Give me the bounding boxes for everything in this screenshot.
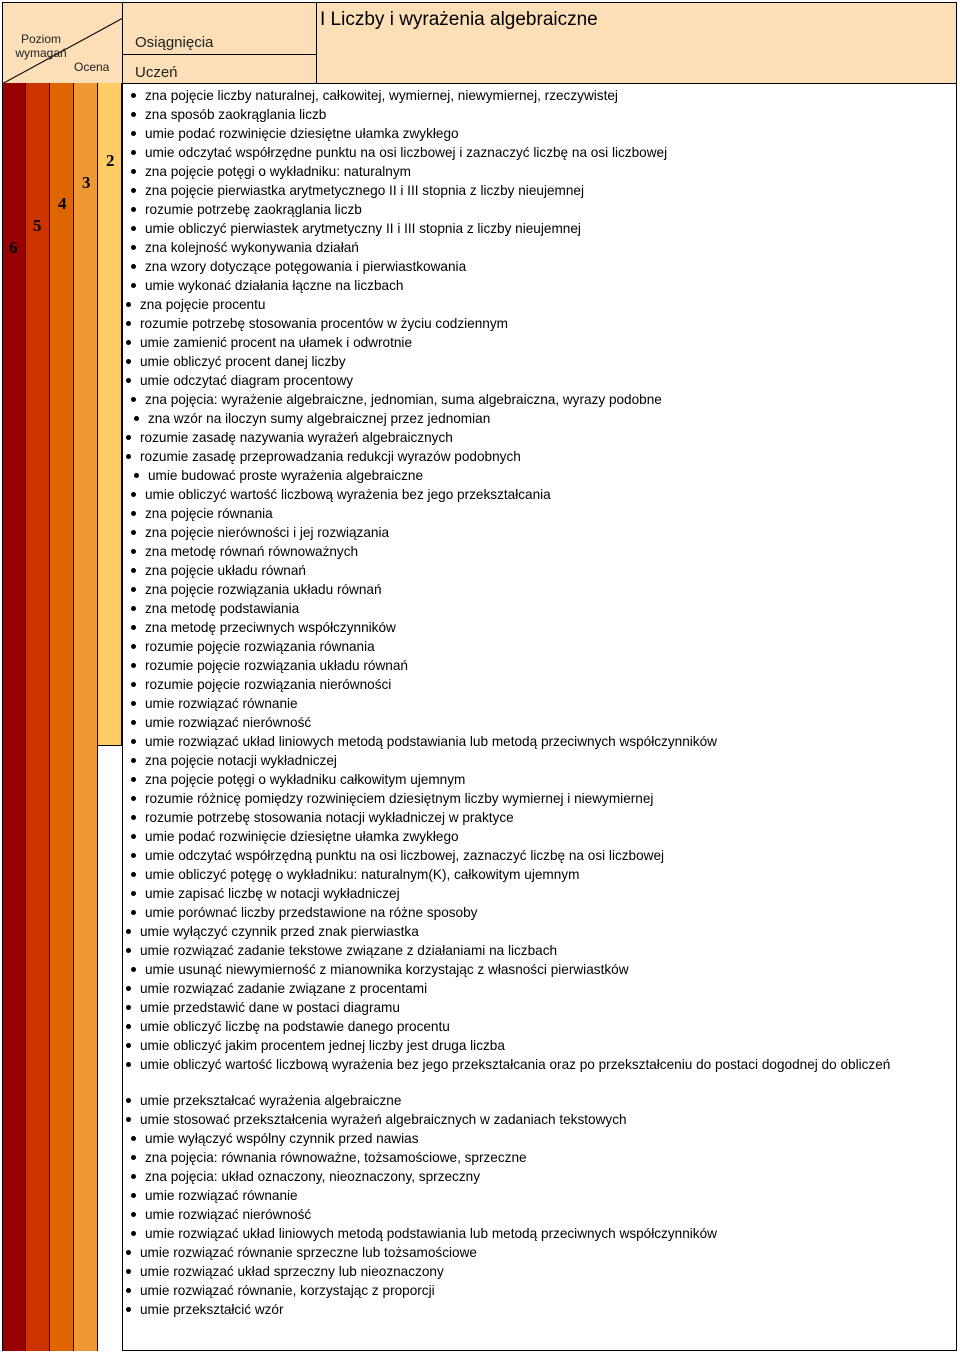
list-item xyxy=(126,942,557,960)
list-item xyxy=(131,771,465,789)
bullet-icon xyxy=(131,93,136,98)
bullet-icon xyxy=(126,1005,131,1010)
level-3-stripe xyxy=(74,83,98,1351)
bullet-icon xyxy=(131,397,136,402)
list-item xyxy=(126,1037,505,1055)
bullet-icon xyxy=(131,568,136,573)
list-item xyxy=(131,657,408,675)
list-item xyxy=(131,904,477,922)
list-item xyxy=(131,106,326,124)
list-item xyxy=(131,239,359,257)
bullet-icon xyxy=(131,967,136,972)
list-item xyxy=(131,258,466,276)
list-item xyxy=(131,1225,717,1243)
bullet-icon xyxy=(131,264,136,269)
bullet-icon xyxy=(126,1250,131,1255)
list-item-text: umie obliczyć jakim procentem jednej liczby jest druga liczba xyxy=(140,1038,505,1053)
list-item xyxy=(131,486,551,504)
bullet-icon xyxy=(131,188,136,193)
list-item xyxy=(131,391,662,409)
list-item xyxy=(131,144,667,162)
bullet-icon xyxy=(131,834,136,839)
list-item xyxy=(134,410,490,428)
list-item-text: zna wzór na iloczyn sumy algebraicznej przez jednomian xyxy=(148,411,491,426)
bullet-icon xyxy=(131,663,136,668)
bullet-icon xyxy=(126,1307,131,1312)
list-item-text: umie podać rozwinięcie dziesiętne ułamka zwykłego xyxy=(145,829,459,844)
list-item xyxy=(131,182,584,200)
bullet-icon xyxy=(126,929,131,934)
bullet-icon xyxy=(131,207,136,212)
bullet-icon xyxy=(131,511,136,516)
list-item-text: umie porównać liczby przedstawione na różne sposoby xyxy=(145,905,478,920)
bullet-icon xyxy=(131,682,136,687)
bullet-icon xyxy=(131,777,136,782)
list-item xyxy=(126,999,400,1017)
bullet-icon xyxy=(126,340,131,345)
list-item-text: zna pojęcia: równania równoważne, tożsamościowe, sprzeczne xyxy=(145,1150,527,1165)
bullet-icon xyxy=(131,910,136,915)
list-item xyxy=(126,923,419,941)
level-6-label: 6 xyxy=(9,238,18,257)
list-item-text: umie usunąć niewymierność z mianownika korzystając z własności pierwiastków xyxy=(145,962,629,977)
list-item-text: umie rozwiązać równanie xyxy=(145,696,298,711)
list-item-text: umie budować proste wyrażenia algebraiczne xyxy=(148,468,424,483)
bullet-icon xyxy=(131,625,136,630)
list-item xyxy=(126,1111,627,1129)
level-6-stripe xyxy=(2,83,26,1351)
bullet-icon xyxy=(131,1212,136,1217)
list-item-text: umie rozwiązać zadanie związane z procentami xyxy=(140,981,428,996)
list-item-text: rozumie pojęcie rozwiązania równania xyxy=(145,639,375,654)
list-item-text: umie wyłączyć czynnik przed znak pierwiastka xyxy=(140,924,419,939)
bullet-icon xyxy=(131,872,136,877)
bullet-icon xyxy=(131,549,136,554)
list-item xyxy=(126,372,353,390)
uczen-label: Uczeń xyxy=(135,64,178,81)
list-item-text: umie rozwiązać nierówność xyxy=(145,1207,312,1222)
bullet-icon xyxy=(126,1098,131,1103)
level-4-stripe xyxy=(50,83,74,1351)
level-4-label: 4 xyxy=(58,194,67,213)
list-item-text: zna pojęcie liczby naturalnej, całkowitej, wymiernej, niewymiernej, rzeczywistej xyxy=(145,88,618,103)
list-item-text: umie przedstawić dane w postaci diagramu xyxy=(140,1000,400,1015)
bullet-icon xyxy=(126,1288,131,1293)
bullet-icon xyxy=(126,948,131,953)
list-item-text: umie odczytać diagram procentowy xyxy=(140,373,354,388)
bullet-icon xyxy=(126,1269,131,1274)
bullet-icon xyxy=(131,530,136,535)
list-item xyxy=(131,809,514,827)
list-item-text: zna metodę podstawiania xyxy=(145,601,300,616)
list-item xyxy=(126,980,427,998)
list-item xyxy=(131,600,299,618)
list-item xyxy=(131,695,298,713)
list-item xyxy=(126,353,346,371)
list-item-text: umie obliczyć wartość liczbową wyrażenia bez jego przekształcania xyxy=(145,487,551,502)
list-item xyxy=(131,220,581,238)
list-item xyxy=(131,125,459,143)
bullet-icon xyxy=(126,321,131,326)
list-item-text: umie obliczyć procent danej liczby xyxy=(140,354,346,369)
bullet-icon xyxy=(131,1231,136,1236)
list-item-text: umie odczytać współrzędne punktu na osi liczbowej i zaznaczyć liczbę na osi liczbowej xyxy=(145,145,668,160)
bullet-icon xyxy=(131,283,136,288)
list-item-text: zna pojęcie nierówności i jej rozwiązania xyxy=(145,525,390,540)
list-item xyxy=(131,163,411,181)
list-item xyxy=(131,714,311,732)
level-3-label: 3 xyxy=(82,173,91,192)
bullet-icon xyxy=(126,302,131,307)
bullet-icon xyxy=(131,606,136,611)
list-item xyxy=(126,334,412,352)
list-item xyxy=(131,1187,298,1205)
list-item-text: umie rozwiązać układ liniowych metodą podstawiania lub metodą przeciwnych współczynników xyxy=(145,1226,717,1241)
level-2-label: 2 xyxy=(106,151,115,170)
bullet-icon xyxy=(131,720,136,725)
list-item-text: zna sposób zaokrąglania liczb xyxy=(145,107,327,122)
bullet-icon xyxy=(131,245,136,250)
list-item xyxy=(131,866,579,884)
bullet-icon xyxy=(126,435,131,440)
list-item xyxy=(134,467,423,485)
bullet-icon xyxy=(126,1062,131,1067)
list-item xyxy=(131,619,396,637)
list-item-text: zna metodę przeciwnych współczynników xyxy=(145,620,396,635)
bullet-icon xyxy=(131,739,136,744)
list-item xyxy=(126,429,453,447)
list-item-text: rozumie zasadę przeprowadzania redukcji wyrazów podobnych xyxy=(140,449,521,464)
list-item-text: umie odczytać współrzędną punktu na osi liczbowej, zaznaczyć liczbę na osi liczbowej xyxy=(145,848,665,863)
bullet-icon xyxy=(126,378,131,383)
list-item-text: zna pojęcie układu równań xyxy=(145,563,306,578)
bullet-icon xyxy=(134,416,139,421)
list-item-text: umie przekształcić wzór xyxy=(140,1302,284,1317)
list-item-text: zna pojęcie rozwiązania układu równań xyxy=(145,582,382,597)
list-item xyxy=(131,1130,419,1148)
bullet-icon xyxy=(131,815,136,820)
bullet-icon xyxy=(126,454,131,459)
list-item xyxy=(131,638,375,656)
bullet-icon xyxy=(126,1024,131,1029)
ocena-label: Ocena xyxy=(74,60,110,74)
requirements-list xyxy=(122,83,957,1351)
list-item-text: rozumie potrzebę stosowania notacji wykładniczej w praktyce xyxy=(145,810,514,825)
list-item xyxy=(131,562,306,580)
list-item-text: umie obliczyć wartość liczbową wyrażenia bez jego przekształcania oraz po przekształceniu do postaci dogodnej do obliczeń xyxy=(140,1057,891,1072)
bullet-icon xyxy=(131,587,136,592)
list-item-text: zna pojęcie równania xyxy=(145,506,273,521)
list-item xyxy=(131,885,400,903)
bullet-icon xyxy=(131,644,136,649)
list-item-text: umie obliczyć liczbę na podstawie danego procentu xyxy=(140,1019,450,1034)
list-item-text: zna pojęcie procentu xyxy=(140,297,266,312)
list-item xyxy=(131,733,717,751)
list-item xyxy=(126,1092,401,1110)
list-item-text: umie zamienić procent na ułamek i odwrotnie xyxy=(140,335,413,350)
poziom-wymagan-label: Poziom wymagań xyxy=(15,32,67,60)
list-item-text: umie rozwiązać układ sprzeczny lub nieoznaczony xyxy=(140,1264,444,1279)
bullet-icon xyxy=(131,226,136,231)
list-item xyxy=(131,505,273,523)
list-item-text: umie rozwiązać zadanie tekstowe związane z działaniami na liczbach xyxy=(140,943,558,958)
bullet-icon xyxy=(131,112,136,117)
list-item xyxy=(126,1282,435,1300)
list-item-text: umie wyłączyć wspólny czynnik przed nawias xyxy=(145,1131,419,1146)
bullet-icon xyxy=(131,1193,136,1198)
bullet-icon xyxy=(131,150,136,155)
bullet-icon xyxy=(131,169,136,174)
list-item xyxy=(131,828,459,846)
list-item-text: zna pojęcie potęgi o wykładniku całkowitym ujemnym xyxy=(145,772,466,787)
bullet-icon xyxy=(131,701,136,706)
list-item-text: umie obliczyć potęgę o wykładniku: naturalnym(K), całkowitym ujemnym xyxy=(145,867,580,882)
level-2-stripe xyxy=(98,83,122,746)
bullet-icon xyxy=(131,891,136,896)
list-item xyxy=(126,1301,284,1319)
list-item xyxy=(131,1168,480,1186)
list-item-text: umie rozwiązać nierówność xyxy=(145,715,312,730)
list-item xyxy=(131,1149,527,1167)
list-item xyxy=(126,1056,941,1074)
list-item xyxy=(131,201,362,219)
list-item-text: rozumie pojęcie rozwiązania układu równań xyxy=(145,658,408,673)
list-item xyxy=(131,676,391,694)
list-item xyxy=(126,1244,477,1262)
list-item-text: umie wykonać działania łączne na liczbach xyxy=(145,278,404,293)
bullet-icon xyxy=(126,359,131,364)
bullet-icon xyxy=(131,1155,136,1160)
bullet-icon xyxy=(131,853,136,858)
list-item xyxy=(126,1018,450,1036)
list-item-text: rozumie potrzebę zaokrąglania liczb xyxy=(145,202,362,217)
bullet-icon xyxy=(131,1174,136,1179)
list-item-text: umie podać rozwinięcie dziesiętne ułamka zwykłego xyxy=(145,126,459,141)
list-item xyxy=(131,961,629,979)
list-item xyxy=(126,315,508,333)
upper-section-border xyxy=(2,83,3,746)
bullet-icon xyxy=(131,796,136,801)
list-item-text: zna wzory dotyczące potęgowania i pierwiastkowania xyxy=(145,259,467,274)
osiagniecia-label: Osiągnięcia xyxy=(135,34,214,51)
list-item-text: rozumie zasadę nazywania wyrażeń algebraicznych xyxy=(140,430,453,445)
list-item xyxy=(126,448,521,466)
list-item-text: umie rozwiązać równanie sprzeczne lub tożsamościowe xyxy=(140,1245,477,1260)
list-item-text: rozumie różnicę pomiędzy rozwinięciem dziesiętnym liczby wymiernej i niewymiernej xyxy=(145,791,654,806)
list-item xyxy=(131,87,618,105)
list-item-text: rozumie pojęcie rozwiązania nierówności xyxy=(145,677,392,692)
bullet-icon xyxy=(126,1043,131,1048)
list-item-text: umie zapisać liczbę w notacji wykładniczej xyxy=(145,886,400,901)
bullet-icon xyxy=(134,473,139,478)
list-item xyxy=(126,1263,444,1281)
list-item-text: umie rozwiązać układ liniowych metodą podstawiania lub metodą przeciwnych współczynników xyxy=(145,734,717,749)
bullet-icon xyxy=(131,492,136,497)
list-item-text: zna pojęcie pierwiastka arytmetycznego II i III stopnia z liczby nieujemnej xyxy=(145,183,584,198)
list-item-text: zna pojęcia: wyrażenie algebraiczne, jednomian, suma algebraiczna, wyrazy podobne xyxy=(145,392,662,407)
list-item-text: zna pojęcia: układ oznaczony, nieoznaczony, sprzeczny xyxy=(145,1169,480,1184)
list-item-text: umie rozwiązać równanie, korzystając z proporcji xyxy=(140,1283,435,1298)
list-item xyxy=(131,277,403,295)
list-item-text: zna kolejność wykonywania działań xyxy=(145,240,359,255)
bullet-icon xyxy=(126,1117,131,1122)
list-item xyxy=(131,524,389,542)
list-item xyxy=(131,790,653,808)
section-title: I Liczby i wyrażenia algebraiczne xyxy=(320,9,598,30)
bullet-icon xyxy=(126,986,131,991)
bullet-icon xyxy=(131,1136,136,1141)
list-item xyxy=(131,847,664,865)
list-item xyxy=(131,1206,311,1224)
level-5-label: 5 xyxy=(33,216,42,235)
list-item-text: rozumie potrzebę stosowania procentów w życiu codziennym xyxy=(140,316,508,331)
bullet-icon xyxy=(131,758,136,763)
list-item-text: umie przekształcać wyrażenia algebraiczne xyxy=(140,1093,402,1108)
list-item xyxy=(131,581,382,599)
list-item-text: umie rozwiązać równanie xyxy=(145,1188,298,1203)
list-item xyxy=(131,752,337,770)
list-item xyxy=(131,543,358,561)
table-header xyxy=(2,2,957,84)
list-item-text: zna metodę równań równoważnych xyxy=(145,544,359,559)
list-item-text: umie obliczyć pierwiastek arytmetyczny II i III stopnia z liczby nieujemnej xyxy=(145,221,581,236)
list-item-text: zna pojęcie potęgi o wykładniku: naturalnym xyxy=(145,164,411,179)
level-5-stripe xyxy=(26,83,50,1351)
list-item-text: zna pojęcie notacji wykładniczej xyxy=(145,753,337,768)
bullet-icon xyxy=(131,131,136,136)
list-item-text: umie stosować przekształcenia wyrażeń algebraicznych w zadaniach tekstowych xyxy=(140,1112,627,1127)
list-item xyxy=(126,296,265,314)
